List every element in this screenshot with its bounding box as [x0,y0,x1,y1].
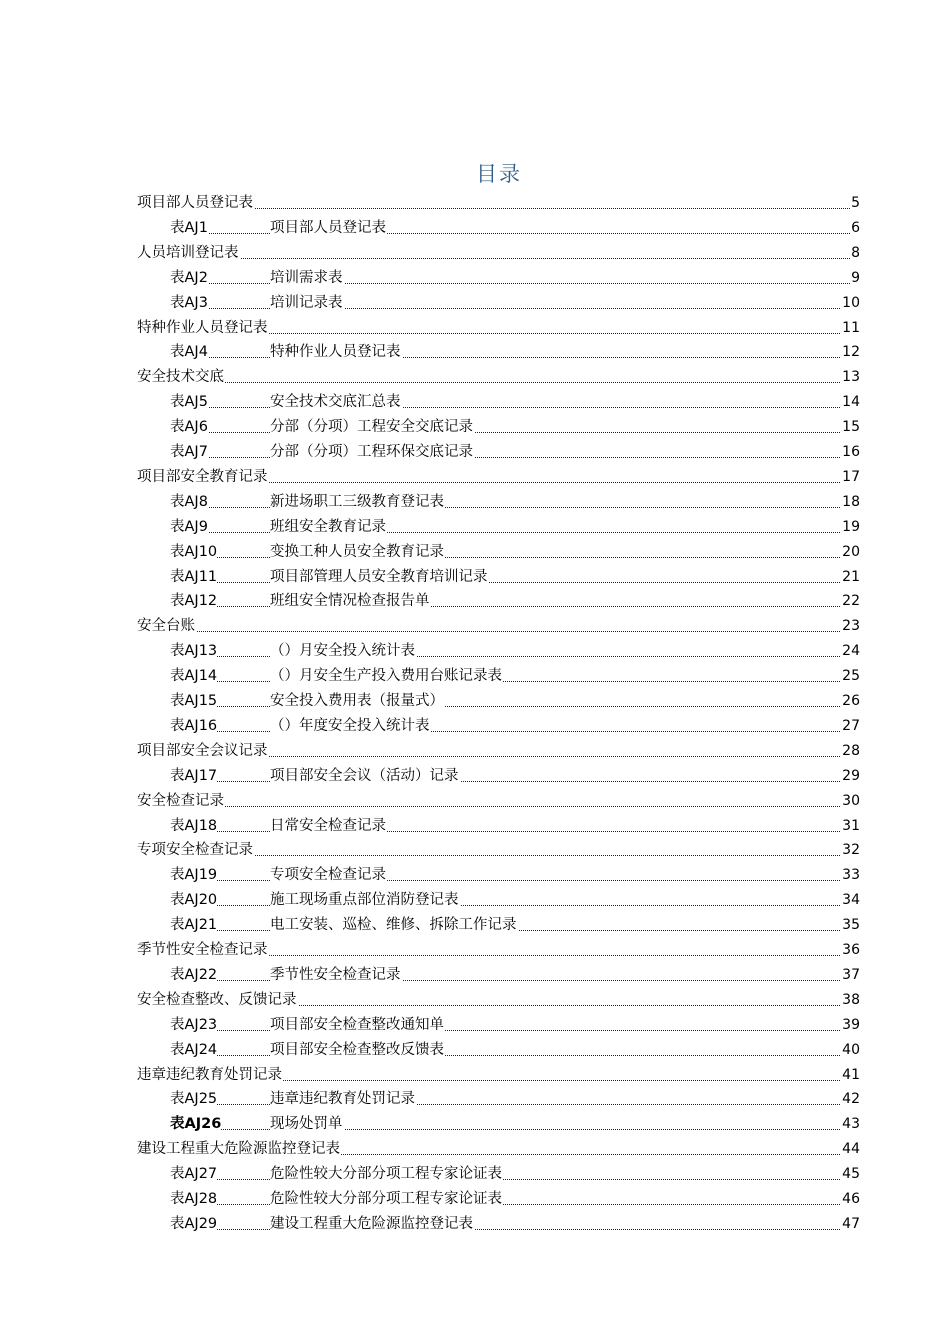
dot-leader [137,806,852,807]
toc-page-number: 12 [842,344,860,361]
toc-entry-label: 变换工种人员安全教育记录 [270,543,444,560]
toc-page-number: 43 [842,1116,860,1133]
toc-page-number: 23 [842,618,860,635]
toc-entry-label: 人员培训登记表 [137,244,239,261]
toc-subentry[interactable] [0,1009,950,1034]
toc-table-code: 表AJ28 [170,1191,218,1207]
toc-page-number: 36 [842,942,860,958]
toc-table-code: 表AJ21 [170,917,218,934]
toc-table-code: 表AJ16 [170,717,218,734]
toc-subentry[interactable] [0,436,950,461]
toc-entry-label: 培训需求表 [270,269,343,286]
toc-subentry[interactable] [0,212,950,237]
toc-page-number: 20 [842,543,860,560]
toc-entry-label: 项目部人员登记表 [270,219,386,236]
toc-entry-label: （）月安全生产投入费用台账记录表 [270,668,502,685]
toc-subentry[interactable] [0,336,950,361]
toc-entry-label: 电工安装、巡检、维修、拆除工作记录 [270,917,517,934]
toc-table-code: 表AJ1 [170,219,208,236]
toc-table-code: 表AJ26 [170,1116,222,1133]
toc-page-number: 38 [842,991,860,1008]
toc-table-code: 表AJ8 [170,493,208,510]
toc-page-number: 9 [851,269,860,286]
toc-table-code: 表AJ25 [170,1091,218,1108]
toc-entry-label: 专项安全检查记录 [270,867,386,884]
toc-section-entry[interactable] [0,785,950,810]
toc-entry-label: 安全投入费用表（报量式） [270,693,444,709]
toc-entry-label: （）年度安全投入统计表 [270,717,430,734]
toc-subentry[interactable] [0,386,950,411]
toc-subentry[interactable] [0,287,950,312]
toc-table-code: 表AJ13 [170,643,218,660]
toc-table-code: 表AJ12 [170,593,218,610]
toc-page-number: 22 [842,593,860,610]
toc-entry-label: 项目部人员登记表 [137,195,253,211]
toc-subentry[interactable] [0,710,950,735]
toc-page-number: 14 [842,394,860,411]
toc-page-number: 21 [842,568,860,585]
toc-page-number: 6 [851,219,860,236]
toc-page-number: 42 [842,1091,860,1108]
toc-subentry[interactable] [0,561,950,586]
toc-entry-label: 现场处罚单 [270,1116,343,1133]
toc-table-code: 表AJ5 [170,394,208,411]
toc-table-code: 表AJ27 [170,1166,218,1183]
dot-leader [137,382,852,383]
toc-subentry[interactable] [0,635,950,660]
toc-section-entry[interactable] [0,187,950,212]
toc-page-number: 17 [842,468,860,485]
toc-entry-label: 项目部安全检查整改通知单 [270,1016,444,1033]
toc-subentry[interactable] [0,1208,950,1233]
toc-table-code: 表AJ18 [170,817,218,834]
toc-subentry[interactable] [0,1108,950,1133]
toc-page-number: 35 [842,917,860,934]
toc-entry-label: 项目部安全会议（活动）记录 [270,767,459,784]
toc-subentry[interactable] [0,660,950,685]
toc-page-number: 39 [842,1016,860,1033]
page-title: 目录 [476,162,522,186]
toc-page-number: 25 [842,668,860,685]
toc-page-number: 5 [851,195,860,211]
toc-table-code: 表AJ20 [170,892,218,909]
toc-page-number: 47 [842,1215,860,1232]
toc-table-code: 表AJ2 [170,269,208,286]
toc-subentry[interactable] [0,262,950,287]
toc-page-number: 16 [842,444,860,460]
toc-page-number: 10 [842,294,860,311]
toc-table-code: 表AJ4 [170,344,208,361]
toc-subentry[interactable] [0,486,950,511]
toc-subentry[interactable] [0,585,950,610]
toc-page-number: 44 [842,1141,860,1158]
toc-page-number: 40 [842,1041,860,1058]
toc-section-entry[interactable] [0,1059,950,1084]
toc-entry-label: 季节性安全检查记录 [270,966,401,983]
toc-subentry[interactable] [0,511,950,536]
toc-entry-label: 违章违纪教育处罚记录 [270,1091,415,1108]
toc-entry-label: 专项安全检查记录 [137,842,253,859]
toc-table-code: 表AJ9 [170,518,208,535]
toc-page-number: 8 [851,244,860,261]
toc-section-entry[interactable] [0,361,950,386]
toc-page-number: 19 [842,518,860,535]
toc-entry-label: 新进场职工三级教育登记表 [270,493,444,510]
toc-entry-label: 班组安全情况检查报告单 [270,593,430,610]
toc-entry-label: 特种作业人员登记表 [137,319,268,336]
toc-table-code: 表AJ14 [170,668,218,685]
toc-entry-label: 违章违纪教育处罚记录 [137,1066,282,1083]
toc-table-code: 表AJ3 [170,294,208,311]
toc-subentry[interactable] [0,1034,950,1059]
toc-table-code: 表AJ11 [170,568,218,585]
toc-page-number: 33 [842,867,860,884]
toc-entry-label: 分部（分项）工程环保交底记录 [270,444,473,460]
toc-entry-label: 安全技术交底汇总表 [270,394,401,411]
toc-entry-label: 培训记录表 [270,294,343,311]
toc-table-code: 表AJ7 [170,444,208,460]
toc-table-code: 表AJ24 [170,1041,218,1058]
toc-entry-label: 安全检查记录 [137,792,224,809]
toc-table-code: 表AJ10 [170,543,218,560]
toc-entry-label: 安全检查整改、反馈记录 [137,991,297,1008]
toc-page-number: 29 [842,767,860,784]
toc-subentry[interactable] [0,685,950,710]
toc-entry-label: 施工现场重点部位消防登记表 [270,892,459,909]
toc-table-code: 表AJ15 [170,693,218,709]
toc-entry-label: 危险性较大分部分项工程专家论证表 [270,1166,502,1183]
toc-section-entry[interactable] [0,461,950,486]
toc-entry-label: 项目部安全教育记录 [137,468,268,485]
toc-page-number: 31 [842,817,860,834]
toc-page-number: 32 [842,842,860,859]
toc-entry-label: 危险性较大分部分项工程专家论证表 [270,1191,502,1207]
toc-page-number: 26 [842,693,860,709]
toc-page-number: 46 [842,1191,860,1207]
toc-page-number: 28 [842,742,860,759]
toc-entry-label: 建设工程重大危险源监控登记表 [137,1141,340,1158]
toc-page-number: 34 [842,892,860,909]
toc-section-entry[interactable] [0,237,950,262]
toc-entry-label: 安全台账 [137,618,195,635]
toc-subentry[interactable] [0,536,950,561]
toc-entry-label: 日常安全检查记录 [270,817,386,834]
toc-page-number: 41 [842,1066,860,1083]
toc-section-entry[interactable] [0,735,950,760]
toc-section-entry[interactable] [0,834,950,859]
toc-entry-label: 项目部管理人员安全教育培训记录 [270,568,488,585]
toc-subentry[interactable] [0,810,950,835]
dot-leader [137,258,852,259]
toc-entry-label: 分部（分项）工程安全交底记录 [270,419,473,436]
toc-subentry[interactable] [0,1083,950,1108]
toc-section-entry[interactable] [0,312,950,337]
toc-section-entry[interactable] [0,934,950,959]
toc-subentry[interactable] [0,760,950,785]
toc-entry-label: 班组安全教育记录 [270,518,386,535]
toc-entry-label: 建设工程重大危险源监控登记表 [270,1215,473,1232]
toc-page-number: 18 [842,493,860,510]
toc-entry-label: 安全技术交底 [137,369,224,386]
toc-page-number: 15 [842,419,860,436]
toc-table-code: 表AJ22 [170,966,218,983]
toc-page-number: 27 [842,717,860,734]
toc-subentry[interactable] [0,859,950,884]
toc-page-number: 24 [842,643,860,660]
toc-page-number: 13 [842,369,860,386]
toc-subentry[interactable] [0,959,950,984]
toc-section-entry[interactable] [0,610,950,635]
toc-page-number: 37 [842,966,860,983]
toc-subentry[interactable] [0,1183,950,1208]
toc-section-entry[interactable] [0,1133,950,1158]
toc-entry-label: 项目部安全检查整改反馈表 [270,1041,444,1058]
toc-subentry[interactable] [0,411,950,436]
toc-entry-label: （）月安全投入统计表 [270,643,415,660]
toc-table-code: 表AJ19 [170,867,218,884]
toc-section-entry[interactable] [0,984,950,1009]
toc-page-number: 11 [842,319,860,336]
toc-table-code: 表AJ23 [170,1016,218,1033]
toc-page-number: 30 [842,792,860,809]
toc-table-code: 表AJ6 [170,419,208,436]
toc-entry-label: 项目部安全会议记录 [137,742,268,759]
toc-subentry[interactable] [0,909,950,934]
toc-subentry[interactable] [0,1158,950,1183]
toc-entry-label: 季节性安全检查记录 [137,942,268,958]
toc-subentry[interactable] [0,884,950,909]
toc-table-code: 表AJ17 [170,767,218,784]
dot-leader [137,631,852,632]
toc-table-code: 表AJ29 [170,1215,218,1232]
toc-page-number: 45 [842,1166,860,1183]
toc-entry-label: 特种作业人员登记表 [270,344,401,361]
